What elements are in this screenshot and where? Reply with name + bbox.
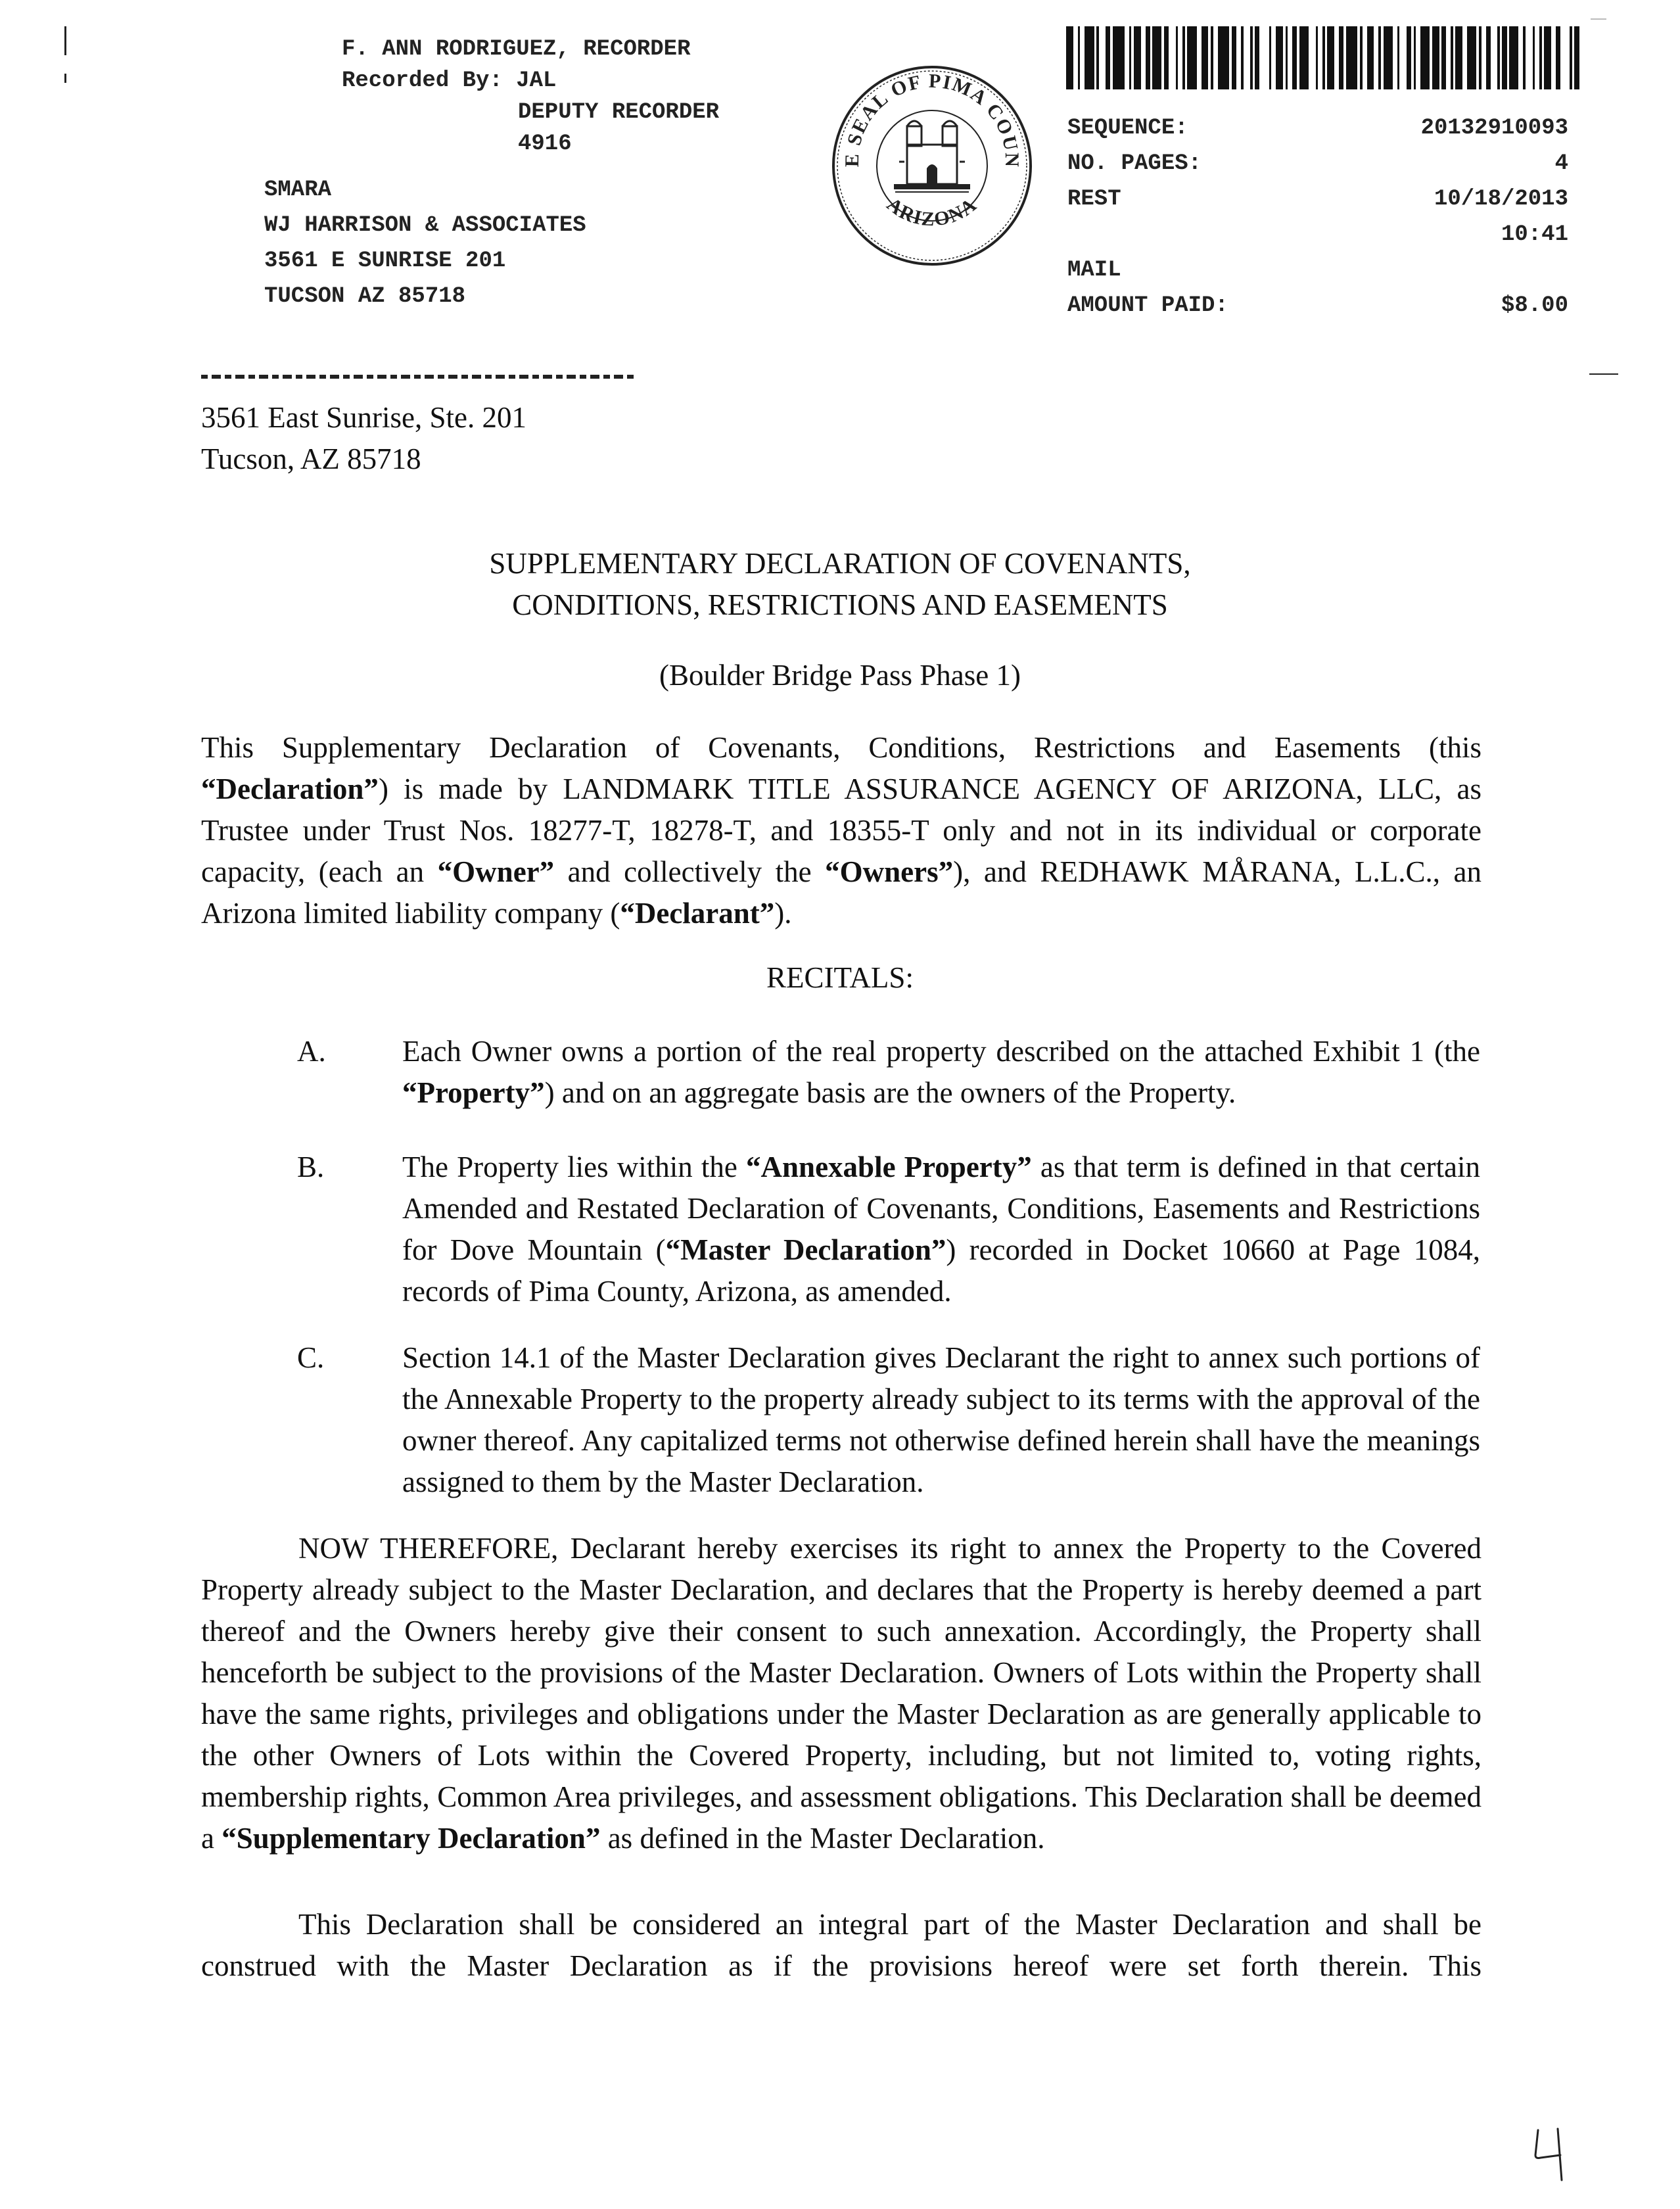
handwritten-page-number (1531, 2125, 1571, 2184)
recorder-block (342, 32, 815, 158)
barcode-bar (1535, 26, 1539, 89)
barcode-bar (1560, 26, 1570, 89)
sequence-value: 20132910093 (1420, 116, 1568, 141)
barcode-bar (1218, 26, 1230, 89)
barcode-bar (1164, 26, 1169, 89)
barcode-bar (1367, 26, 1374, 89)
barcode-bar (1276, 26, 1283, 89)
barcode-bar (1141, 26, 1146, 89)
recital-c-label: C. (297, 1341, 325, 1374)
title-line-2: CONDITIONS, RESTRICTIONS AND EASEMENTS (512, 588, 1168, 621)
address-city: Tucson, AZ 85718 (201, 442, 421, 475)
barcode-bar (1551, 26, 1556, 89)
barcode-bar (1232, 26, 1236, 89)
barcode-bar (1482, 26, 1486, 89)
intro-text-4: ), and REDHAWK MÅRANA, L.L.C., an Arizona limited liability company ( (201, 855, 1482, 930)
term-declarant: “Declarant” (620, 897, 775, 930)
barcode-bar (1299, 26, 1309, 89)
cutoff-line (201, 371, 635, 380)
barcode-bar (1152, 26, 1161, 89)
return-city: TUCSON AZ 85718 (264, 284, 466, 309)
document-type: REST (1067, 187, 1121, 212)
barcode-bar (1467, 26, 1476, 89)
barcode-bar (1187, 26, 1196, 89)
barcode-bar (1407, 26, 1411, 89)
intro-paragraph (201, 727, 1482, 934)
barcode-bar (1491, 26, 1498, 89)
return-name: SMARA (264, 178, 332, 202)
barcode-bar (1085, 26, 1094, 89)
title-line-1: SUPPLEMENTARY DECLARATION OF COVENANTS, (489, 547, 1191, 580)
barcode-bar (1346, 26, 1358, 89)
recital-c (297, 1337, 1493, 1508)
record-date: 10/18/2013 (1434, 187, 1568, 212)
barcode-bar (1556, 26, 1560, 89)
barcode-bar (1292, 26, 1297, 89)
barcode-bar (1327, 26, 1334, 89)
barcode-bar (1544, 26, 1551, 89)
barcode-bar (1420, 26, 1430, 89)
barcode-bar (1271, 26, 1276, 89)
recital-a-label: A. (297, 1035, 326, 1068)
barcode-bar (1574, 26, 1579, 89)
barcode-bar (1441, 26, 1446, 89)
recording-info (1067, 110, 1568, 323)
deputy-recorder: DEPUTY RECORDER (518, 100, 720, 125)
barcode-bar (1106, 26, 1110, 89)
recitals-heading: RECITALS: (766, 961, 914, 994)
svg-text:ARIZONA (883, 193, 981, 230)
sequence-label: SEQUENCE: (1067, 116, 1188, 141)
county-seal (829, 63, 1035, 268)
term-annexable-property: “Annexable Property” (746, 1151, 1032, 1183)
margin-mark (1589, 373, 1618, 375)
document-subtitle: (Boulder Bridge Pass Phase 1) (659, 659, 1021, 692)
intro-text-3: and collectively the (554, 855, 826, 888)
barcode-bar (1318, 26, 1322, 89)
recital-b-label: B. (297, 1151, 325, 1183)
seal-top-text: E SEAL OF PIMA COUN (841, 70, 1023, 169)
return-street: 3561 E SUNRISE 201 (264, 249, 506, 273)
barcode-bar (1393, 26, 1397, 89)
return-address (264, 172, 790, 314)
seal-graphic (829, 63, 1035, 268)
amount-value: $8.00 (1501, 293, 1568, 318)
barcode-bar (1339, 26, 1343, 89)
barcode-bar (1113, 26, 1125, 89)
barcode-bar (1518, 26, 1523, 89)
term-declaration: “Declaration” (201, 772, 379, 805)
recorded-by: Recorded By: JAL (342, 68, 557, 93)
barcode-bar (1374, 26, 1378, 89)
pages-label: NO. PAGES: (1067, 151, 1202, 176)
barcode-bar (1202, 26, 1209, 89)
intro-text-2: ) is made by LANDMARK TITLE ASSURANCE AGENCY OF ARIZONA, LLC, as Trustee under Trust Nos. 18277-T, 18278-T, and 18355-T only and not in its individual or corporate capacity, (each an (201, 772, 1482, 888)
margin-mark (1591, 18, 1606, 20)
barcode-bar (1384, 26, 1393, 89)
barcode-bar (1462, 26, 1467, 89)
barcode-bar (1080, 26, 1085, 89)
barcode-bar (1334, 26, 1339, 89)
barcode-bar (1486, 26, 1491, 89)
barcode-bar (1236, 26, 1241, 89)
term-master-declaration: “Master Declaration” (665, 1233, 946, 1266)
barcode-bar (1309, 26, 1316, 89)
recorder-name: F. ANN RODRIGUEZ, RECORDER (342, 37, 691, 62)
barcode-bar (1446, 26, 1451, 89)
barcode-bar (1526, 26, 1533, 89)
barcode-bar (1169, 26, 1176, 89)
pages-value: 4 (1554, 151, 1568, 176)
barcode-bar (1455, 26, 1462, 89)
record-time: 10:41 (1501, 222, 1568, 247)
barcode-bar (1134, 26, 1141, 89)
barcode-bar (1259, 26, 1269, 89)
recital-b-text: The Property lies within the “Annexable Property” as that term is defined in that certain Amended and Restated Declaration of Covenants, Conditions, Easements and Restrictions for Dove Mountain (“Master Declaration”) recorded in Docket 10660 at Page 1084, records of Pima County, Arizona, as amended. (402, 1151, 1481, 1308)
barcode-bar (1579, 26, 1587, 89)
term-owners: “Owners” (825, 855, 954, 888)
barcode-bar (1146, 26, 1150, 89)
delivery-method: MAIL (1067, 258, 1121, 283)
intro-text-5: ). (774, 897, 792, 930)
barcode (1066, 26, 1587, 89)
barcode-bar (1125, 26, 1129, 89)
barcode-bar (1213, 26, 1218, 89)
recital-b (297, 1147, 1493, 1318)
barcode-bar (1073, 26, 1078, 89)
barcode-bar (1244, 26, 1251, 89)
barcode-bar (1255, 26, 1259, 89)
margin-mark (64, 74, 66, 83)
term-supplementary-declaration: “Supplementary Declaration” (222, 1822, 601, 1855)
page-number-glyph (1531, 2125, 1571, 2184)
barcode-bar (1432, 26, 1439, 89)
barcode-bar (1416, 26, 1420, 89)
final-paragraph: This Declaration shall be considered an integral part of the Master Declaration and shall be construed with the Master Declaration as if the provisions hereof were set forth therein. This (201, 1908, 1482, 1982)
recital-a (297, 1031, 1493, 1116)
seal-bottom-text: ARIZONA (882, 193, 982, 231)
term-property: “Property” (402, 1076, 545, 1109)
recital-c-text: Section 14.1 of the Master Declaration gives Declarant the right to annex such portions of the Annexable Property to the property already subject to its terms with the approval of the owner thereof. Any capitalized terms not otherwise defined herein shall have the meanings assigned to them by the Master Declaration. (402, 1341, 1480, 1498)
barcode-bar (1197, 26, 1202, 89)
term-owner: “Owner” (437, 855, 555, 888)
recital-a-text: Each Owner owns a portion of the real property described on the attached Exhibit 1 (the “Property”) and on an aggregate basis are the owners of the Property. (402, 1035, 1480, 1109)
svg-text:THE SEAL OF PIMA COUNTY (829, 63, 1023, 168)
barcode-bar (1399, 26, 1407, 89)
barcode-bar (1363, 26, 1367, 89)
barcode-bar (1178, 26, 1182, 89)
return-company: WJ HARRISON & ASSOCIATES (264, 213, 586, 238)
recorder-number: 4916 (518, 131, 572, 156)
amount-label: AMOUNT PAID: (1067, 293, 1228, 318)
document-title (197, 543, 1483, 626)
barcode-bar (1502, 26, 1506, 89)
barcode-bar (1066, 26, 1073, 89)
now-therefore-paragraph: NOW THEREFORE, Declarant hereby exercises its right to annex the Property to the Covered Property already subject to the Master Declaration, and declares that the Property is hereby deemed a part thereof and the Owners hereby give their consent to such annexation. Accordingly, the Property shall henceforth be subject to the provisions of the Master Declaration. Owners of Lots within the Property shall have the same rights, privileges and obligations under the Master Declaration as are generally applicable to the other Owners of Lots within the Covered Property, including, but not limited to, voting rights, membership rights, Common Area privileges, and assessment obligations. This Declaration shall be deemed a “Supplementary Declaration” as defined in the Master Declaration. (201, 1532, 1482, 1855)
margin-mark (64, 26, 66, 55)
address-street: 3561 East Sunrise, Ste. 201 (201, 401, 526, 434)
sender-address (201, 397, 990, 480)
barcode-bar (1288, 26, 1292, 89)
intro-text-1: This Supplementary Declaration of Covenants, Conditions, Restrictions and Easements (this (201, 731, 1482, 764)
barcode-bar (1509, 26, 1518, 89)
barcode-bar (1099, 26, 1106, 89)
